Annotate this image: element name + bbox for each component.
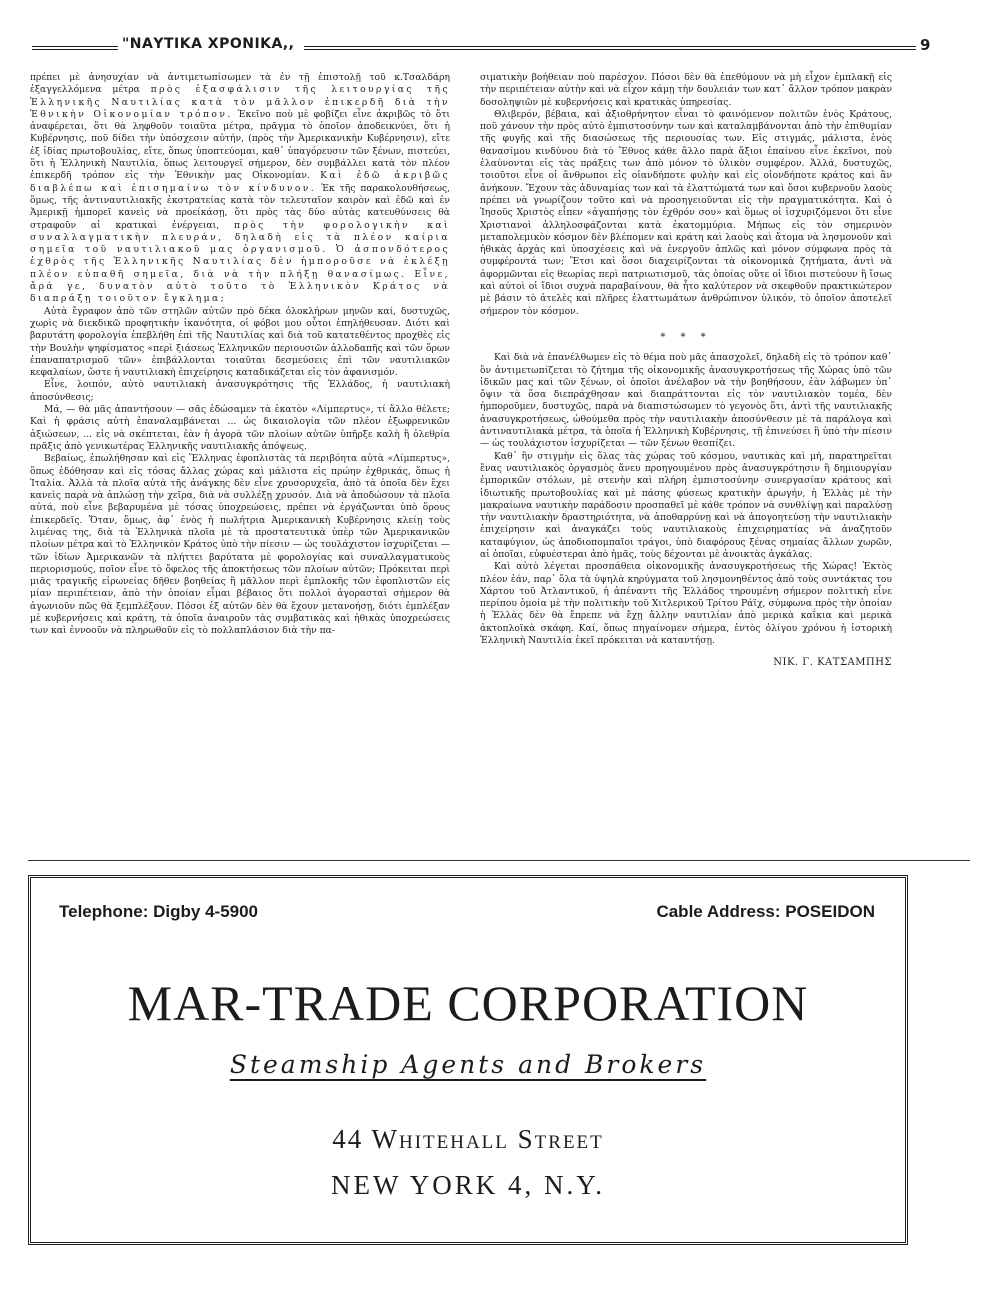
left-p1-text-a: πρέπει μὲ ἀνησυχίαν νὰ ἀντιμετωπίσωμεν τὰ ἐν τῇ ἐπιστολῇ τοῦ κ.Τσαλδάρη ἐξαγγελλόμενα μέτρα xyxy=(30,72,450,96)
right-paragraph-3: Καὶ διὰ νὰ ἐπανέλθωμεν εἰς τὸ θέμα ποὺ μᾶς ἀπασχολεῖ, δηλαδὴ εἰς τὸ τρόπον καθ᾽ ὃν ἀντιμετωπίζεται τὸ ζήτημα τῆς οἰκονομικῆς ἀνασυγκροτήσεως τῆς Χώρας ὑπὸ τῶν ἰδικῶν μας καὶ τῶν ξένων, οἱ ὁποῖοι ἀνέλαβον νὰ τὴν βοηθήσουν, ἐὰν λάβωμεν ὑπ᾽ ὄψιν τὰ ὅσα διεπράχθησαν καὶ διαπράττονται εἰς τὸν ναυτιλιακὸν τομέα, δὲν ἠμποροῦμεν, δυστυχῶς, παρὰ νὰ διαπιστώσωμεν τὸ γεγονὸς ὅτι, ἀντὶ τῆς ναυτιλιακῆς ἀνασυγκροτήσεως, ὠθούμεθα πρὸς τὴν ναυτιλιακὴν ἀποσύνθεσιν μὲ τὰ παράλογα καὶ ἀντιναυτιλιακὰ μέτρα, τὰ ὁποῖα ἡ Ἑλληνικὴ Κυβέρνησις, τῇ ἐπινεύσει ἢ ὑπὸ τὴν πίεσιν — ὡς τουλάχιστον ἰσχυρίζεται — τῶν ξένων θεσπίζει. xyxy=(480,352,892,450)
advertisement-box xyxy=(28,875,908,1245)
left-p1-spaced-a: πρὸς ἐξασφάλισιν τῆς λειτουργίας τῆς Ἑλληνικῆς Ναυτιλίας κατὰ τὸν μᾶλλον ἐπικερδῆ διὰ τὴν Ἐθνικὴν Οἰκονομίαν τρόπον. xyxy=(30,84,450,120)
ad-street-address: 44 Whitehall Street xyxy=(332,1124,604,1154)
article-bottom-rule xyxy=(28,860,970,861)
right-paragraph-2: Θλιβερόν, βέβαια, καὶ ἀξιοθρήνητον εἶναι τὸ φαινόμενον πολιτῶν ἑνὸς Κράτους, ποῦ χάνουν τὴν πρὸς αὐτὸ ἐμπιστοσύνην των καὶ καταλαμβάνονται ἀπὸ τὴν ἐπιθυμίαν τῆς φυγῆς καὶ τῆς διασώσεως τῆς περιουσίας των. Εἰς στιγμάς, μάλιστα, ἑνὸς θανασίμου κινδύνου διὰ τὸ Ἔθνος κάθε ἄλλο παρὰ ἄξιοι ἐπαίνου εἶνε ἐκεῖνοι, ποὺ ἐλαύνονται εἰς τὰς πράξεις των ἀπὸ μόνον τὸ ὑλικὸν συμφέρον. Ἀλλά, δυστυχῶς, τοιοῦτοι εἶνε οἱ ἄνθρωποι εἰς οἱανδήποτε φυλὴν καὶ εἰς οἱονδήποτε κράτος καὶ ἂν ἀνήκουν. Ἔχουν τὰς ἀδυναμίας των καὶ τὰ ἐλαττώματά των καὶ ὅσοι κυβερνοῦν λαοὺς πρέπει νὰ γνωρίζουν τοῦτο καὶ νὰ προσηγειοῦνται εἰς τὴν πραγματικότητα. Καὶ ὁ Ἰησοῦς Χριστὸς εἶπεν «ἀγαπήσῃς τὸν ἐχθρόν σου» καὶ ὅμως οἱ ἰσχυριζόμενοι ὅτι εἶνε Χριστιανοὶ ἀλληλοσφάζονται κατὰ ἑκατομμύρια. Μήπως εἰς τὸν σημερινὸν μεταπολεμικὸν κόσμον δὲν βλέπομεν καὶ κράτη καὶ λαοὺς καὶ ἄτομα νὰ λησμονοῦν καὶ ἠθικὰς ἀρχὰς καὶ ὑποσχέσεις καὶ νὰ ἐνεργοῦν ἁπλῶς καὶ μόνον σύμφωνα πρὸς τὰ συμφέροντά των; Ἔτσι καὶ ὅσοι διαχειρίζονται τὰ οἰκονομικὰ ζητήματα, ἀντὶ νὰ ἀφορμῶνται εἰς θεωρίας περὶ πατριωτισμοῦ, τὰς ὁποίας οὔτε οἱ ἴδιοι πιστεύουν ἢ ἴσως καὶ αὐτοὶ οἱ ἴδιοι συχνὰ παραβαίνουν, θὰ ἦτο καλύτερον νὰ σκεφθοῦν πρακτικώτερον μὲ βάσιν τὸ ἀτελὲς καὶ πλῆρες ἐλαττωμάτων ἀνθρώπινον ὑλικόν, τὸ ὁποῖον ἀποτελεῖ σήμερον τὸν κόσμον. xyxy=(480,108,892,317)
left-paragraph-5: Βεβαίως, ἐπωλήθησαν καὶ εἰς Ἕλληνας ἐφοπλιστὰς τὰ περιβόητα αὐτὰ «Λίμπερτυς», ὅπως ἐδόθησαν καὶ εἰς τόσας ἄλλας χώρας καὶ μάλιστα εἰς πρώην ἐχθρικάς, ὅπως ἡ Ἰταλία. Ἀλλὰ τὰ πλοῖα αὐτὰ τῆς ἀνάγκης δὲν εἶνε χρυσορυχεῖα, ἀπὸ τὰ ὁποῖα δὲν ἔχει κανεὶς παρὰ νὰ ἁπλώσῃ τὴν χεῖρα, διὰ νὰ συλλέξῃ χρυσόν. Διὰ νὰ ἀποδώσουν τὰ πλοῖα αὐτά, ποὺ εἶνε βεβαρυμένα μὲ τόσας ὑποχρεώσεις, πρέπει νὰ ἐργάζωνται ὑπὸ ὅρους ἐπικερδεῖς. Ὅταν, ὅμως, ἀφ᾽ ἑνὸς ἡ πωλήτρια Ἀμερικανικὴ Κυβέρνησις κλείῃ τοὺς λιμένας της, διὰ τὰ Ἑλληνικὰ πλοῖα μὲ τὰ προστατευτικὰ ὑπὲρ τῶν Ἀμερικανικῶν πλοίων μέτρα καὶ τὸ Ἑλληνικὸν Κράτος ὑπὸ τὴν πίεσιν — ὡς τουλάχιστον ἰσχυρίζεται — τῶν ἰδίων Ἀμερικανῶν τὰ πλήττει βαρύτατα μὲ φορολογίας καὶ συναλλαγματικοὺς περιορισμούς, ποῖον εἶνε τὸ ὄφελος τῆς ἀποκτήσεως τῶν πλοίων αὐτῶν; Πρόκειται περὶ μιᾶς τραγικῆς εἰρωνείας δῆθεν βοηθείας ἢ μᾶλλον περὶ ἐμπλοκῆς τῶν ἐφοπλιστῶν εἰς μίαν περιπέτειαν, ἀπὸ τὴν ὁποίαν εἶμαι βέβαιος ὅτι πολλοὶ ἀγορασταὶ σήμερον θὰ ἀγωνιοῦν πῶς θὰ ξεμπλέξουν. Πόσοι ἐξ αὐτῶν δὲν θὰ ἔχουν μετανοήσῃ, διότι ἐμπλέξαν μὲ κυβερνήσεις καὶ κράτη, τὰ ὁποῖα ἀναιροῦν τὰς συμβατικὰς καὶ ἠθικὰς ὑποχρεώσεις των καὶ ἐννοοῦν νὰ πληρωθοῦν εἰς τὸ πολλαπλάσιον διὰ τὴν πα- xyxy=(30,453,450,637)
left-p1-text-c: Ἐκ τῆς παρακολουθήσεως, ὅμως, τῆς ἀντιναυτιλιακῆς ἐκστρατείας κατὰ τὸν τελευταῖον καιρὸν καὶ ἐδῶ καὶ ἐν Ἀμερικῇ ἡμπορεῖ κανεὶς νὰ προείκάσῃ, ὅτι πρὸς τὰς δύο αὐτὰς κατευθύνσεις θὰ στραφοῦν αἱ κρατικαὶ ἐνέργειαι, xyxy=(30,182,451,231)
author-signature: ΝΙΚ. Γ. ΚΑΤΣΑΜΠΗΣ xyxy=(773,657,892,669)
header-rule-left-2 xyxy=(32,49,118,50)
left-column xyxy=(30,72,450,638)
header-rule-left xyxy=(32,46,118,47)
ad-cable-address: Cable Address: POSEIDON xyxy=(656,902,875,921)
header-rule-right xyxy=(304,46,930,47)
magazine-title: "ΝΑΥΤΙΚΑ ΧΡΟΝΙΚΑ,, xyxy=(122,36,295,52)
left-paragraph-1 xyxy=(30,72,450,306)
section-separator: * * * xyxy=(660,331,712,343)
header-rule-right-2 xyxy=(304,49,930,50)
left-paragraph-4: Μά, — θὰ μᾶς ἀπαντήσουν — σᾶς ἐδώσαμεν τὰ ἑκατὸν «Λίμπερτυς», τί ἄλλο θέλετε; Καὶ ἡ φράσις αὐτὴ ἐπαναλαμβάνεται ... ὡς δικαιολογία τῶν πλέον ἐξωφρενικῶν ἀξιώσεων, ... εἰς νὰ σκέπτεται, ἐὰν ἡ ἀγορὰ τῶν πλοίων αὐτῶν ὑπῆρξε καλὴ ἢ ὀλεθρία πρᾶξις ἀπὸ γενικωτέρας Ἑλληνικῆς ναυτιλιακῆς ἀπόψεως. xyxy=(30,404,450,452)
right-paragraph-5: Καὶ αὐτὸ λέγεται προσπάθεια οἰκονομικῆς ἀνασυγκροτήσεως τῆς Χώρας! Ἐκτὸς πλέον ἐάν, παρ᾽ ὅλα τὰ ὑψηλὰ κηρύγματα τοῦ λησμονηθέντος ἀπὸ τοὺς συντάκτας του Χάρτου τοῦ Ἀτλαντικοῦ, ἡ ἀπέναντι τῆς Ἑλλάδος τηρουμένη σήμερον πολιτικὴ εἶνε περίπου ὁμοία μὲ τὴν πολιτικὴν τοῦ Χιτλερικοῦ Τρίτου Ράϊχ, σύμφωνα πρὸς τὴν ὁποίαν ἡ Ἑλλὰς δὲν θὰ ἔπρεπε νὰ ἔχῃ ἄλλην ναυτιλίαν ἀπὸ μερικὰ καΐκια καὶ μερικὰ ἀκτοπλοϊκὰ σκάφη. Καί, ὅπως πηγαίνομεν σήμερα, ἐντὸς ὀλίγου χρόνου ἡ ἱστορικὴ Ἑλληνικὴ Ναυτιλία ἐκεῖ πρόκειται νὰ καταντήσῃ. xyxy=(480,561,892,647)
left-p1-spaced-b: Καὶ ἐδῶ ἀκριβῶς διαβλέπω καὶ ἐπισημαίνω τὸν κίνδυνον. xyxy=(30,170,450,194)
left-p1-spaced-c: πρὸς τὴν φορολογικὴν καὶ συναλλαγματικὴν πλευράν, δηλαδὴ εἰς τὰ πλέον καίρια σημεῖα τοῦ ναυτιλιακοῦ μας ὀργανισμοῦ. Ὁ ἀσπονδότερος ἐχθρὸς τῆς Ἑλληνικῆς Ναυτιλίας δὲν ἠμποροῦσε νὰ ἐκλέξῃ πλέον εὐπαθῆ σημεῖα, διὰ νὰ τὴν πλήξῃ θανασίμως. Εἶνε, ἄρά γε, δυνατὸν αὐτὸ τοῦτο τὸ Ἑλληνικὸν Κράτος νὰ διαπράξῃ τοιοῦτον ἔγκλημα; xyxy=(30,219,450,305)
right-paragraph-1: σιματικὴν βοήθειαν ποὺ παρέσχον. Πόσοι δὲν θὰ ἐπεθύμουν νὰ μὴ εἶχον ἐμπλακῇ εἰς τὴν περιπέτειαν αὐτὴν καὶ νὰ εἶχον κάμῃ τὴν δουλειάν των κατ᾽ ἄλλον τρόπον μακρὰν δοσοληψιῶν μὲ κυβερνήσεις καὶ κρατικὰς ὑπηρεσίας. xyxy=(480,72,892,108)
right-paragraph-4: Καθ᾽ ἣν στιγμὴν εἰς ὅλας τὰς χώρας τοῦ κόσμου, ναυτικὰς καὶ μή, παρατηρεῖται ἕνας ναυτιλιακὸς ὀργασμὸς ἄνευ προηγουμένου πρὸς ἀνασυγκρότησιν ἢ δημιουργίαν ἐμπορικῶν στόλων, μὲ στενὴν καὶ πλήρη ἐμπιστοσύνην συνεργασίαν κράτους καὶ ἰδιωτικῆς πρωτοβουλίας καὶ μὲ πάσης φύσεως κρατικὴν ἀρωγήν, ἡ Ἑλλὰς μὲ τὴν μακραίωνα ναυτικὴν παράδοσιν προσπαθεῖ μὲ κάθε τρόπον νὰ συνθλίψῃ καὶ παραλύσῃ τὴν ναυτιλιακὴν δραστηριότητα, νὰ ἀποθαρρύνῃ καὶ νὰ ἀπογοητεύσῃ τὴν ναυτιλιακὴν ἐπιχείρησιν καὶ ἀναγκάζει τοὺς ναυτιλιακοὺς ἐπιχειρηματίας νὰ ἀναζητοῦν καταφύγιον, ὡς ἀποδιοπομπαῖοι τράγοι, ὑπὸ διαφόρους ξένας σημαίας ἄλλων χωρῶν, αἱ ὁποῖαι, εὐφυέστεραι ἀπὸ ἡμᾶς, τοὺς δέχονται μὲ ἀνοικτὰς ἀγκάλας. xyxy=(480,450,892,560)
left-paragraph-3: Εἶνε, λοιπόν, αὐτὸ ναυτιλιακὴ ἀνασυγκρότησις τῆς Ἑλλάδος, ἡ ναυτιλιακὴ ἀποσύνθεσις; xyxy=(30,379,450,403)
ad-company-name: MAR-TRADE CORPORATION xyxy=(127,975,809,1031)
ad-city: NEW YORK 4, N.Y. xyxy=(330,1170,605,1200)
ad-tagline: Steamship Agents and Brokers xyxy=(229,1050,707,1079)
left-p1-text-b: Ἐκεῖνο ποὺ μὲ φοβίζει εἶνε ἀκριβῶς τὸ ὅτι ἀναφέρεται, ὅτι θὰ ληφθοῦν τοιαῦτα μέτρα, πρᾶγμα τὸ ὁποῖον ἀποδεικνύει, ὅτι ἡ Κυβέρνησις, ποῦ δίδει τὴν ὑπόσχεσιν αὐτήν, (πρὸς τὴν Ἀμερικανικὴν Κυβέρνησιν), εἴτε ἐξ ἰδίας πρωτοβουλίας, εἴτε, ὅπως ὑποπτεύομαι, καθ᾽ ὑπαγόρευσιν τῶν ξένων, πιστεύει, ὅτι ἡ Ἑλληνικὴ Ναυτιλία, ὅπως λειτουργεῖ σήμερον, δὲν συμβάλλει κατὰ τὸν πλέον ἐπικερδῆ τρόπον εἰς τὴν Ἐθνικὴν μας Οἰκονομίαν. xyxy=(30,108,451,182)
right-column xyxy=(480,72,892,670)
left-paragraph-2: Αὐτὰ ἔγραφον ἀπὸ τῶν στηλῶν αὐτῶν πρὸ δέκα ὁλοκλήρων μηνῶν καί, δυστυχῶς, χωρὶς νὰ διεκδικῶ προφητικὴν ἱκανότητα, οἱ φόβοι μου οὗτοι ἐπηλήθευσαν. Διότι καὶ βαρυτάτη φορολογία ἐπεβλήθη ἐπὶ τῆς Ναυτιλίας καὶ διὰ τοῦ κατατεθέντος προχθὲς εἰς τὴν Βουλὴν ψηφίσματος «περὶ ξιάσεως Ἑλληνικῶν περιουσιῶν ἀλλοδαπῆς καὶ τῶν ὅρων ἐπαναπατρισμοῦ τῶν» ἐπιβάλλονται τοιαῦται δεσμεύσεις ἐπὶ τῶν ναυτιλιακῶν κεφαλαίων, ὥστε ἡ ναυτιλιακὴ ἐπιχείρησις καταδικάζεται εἰς τὸν ἀφανισμόν. xyxy=(30,305,450,379)
ad-telephone: Telephone: Digby 4-5900 xyxy=(59,902,259,921)
page-header xyxy=(32,36,970,58)
page-number: 9 xyxy=(916,36,934,54)
